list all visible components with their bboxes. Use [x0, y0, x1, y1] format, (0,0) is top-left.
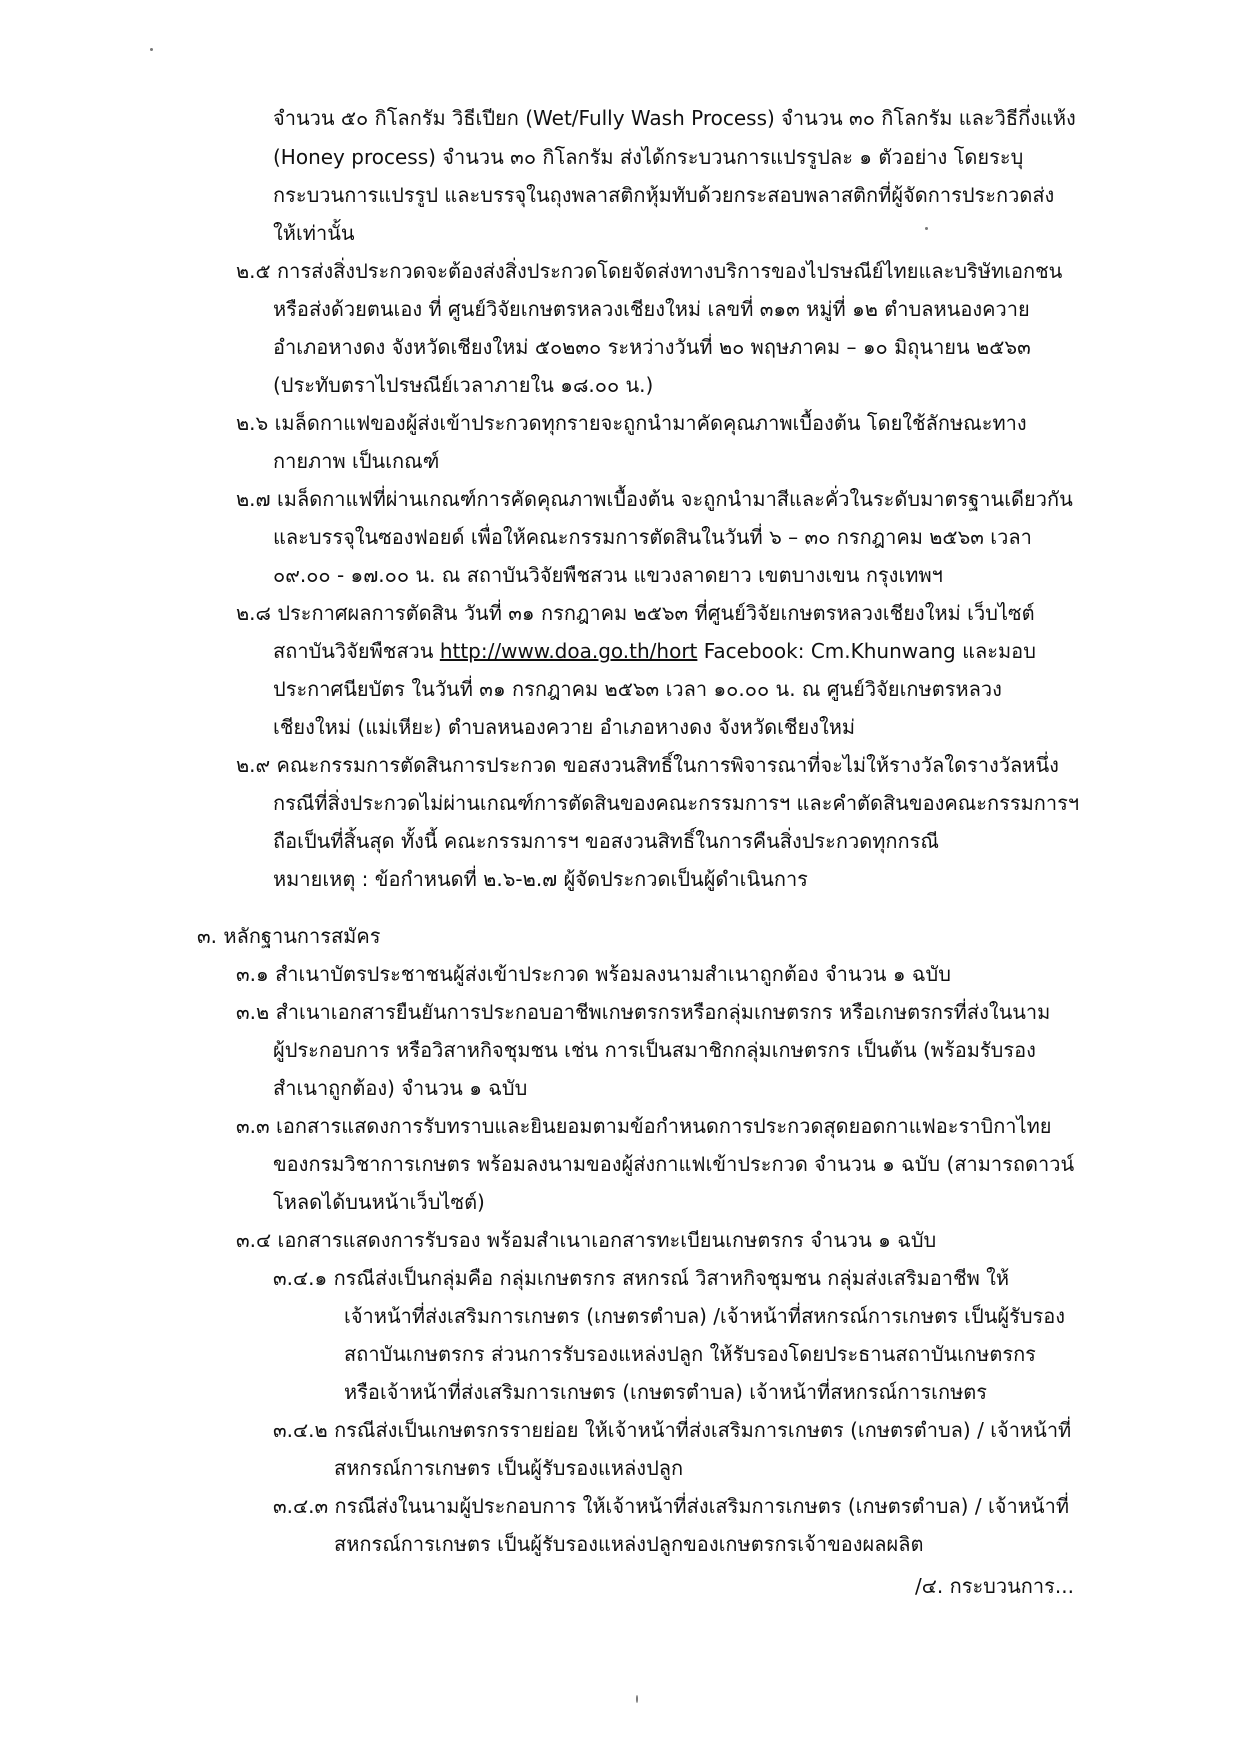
clause-3-4: ๓.๔ เอกสารแสดงการรับรอง พร้อมสำเนาเอกสารทะเบียนเกษตรกร จำนวน ๑ ฉบับ: [236, 1228, 937, 1252]
paragraph-line: จำนวน ๕๐ กิโลกรัม วิธีเปียก (Wet/Fully Wash Process) จำนวน ๓๐ กิโลกรัม และวิธีกึ่งแห้ง: [273, 106, 1076, 130]
paragraph-line: เจ้าหน้าที่ส่งเสริมการเกษตร (เกษตรตำบล) /เจ้าหน้าที่สหกรณ์การเกษตร เป็นผู้รับรอง: [344, 1304, 1066, 1328]
text-span: Facebook: Cm.Khunwang และมอบ: [697, 639, 1036, 663]
scan-speck: [150, 48, 153, 51]
paragraph-line: [273, 637, 1036, 665]
scan-speck: [636, 1695, 638, 1703]
paragraph-line: กรณีที่สิ่งประกวดไม่ผ่านเกณฑ์การตัดสินของคณะกรรมการฯ และคำตัดสินของคณะกรรมการฯ: [273, 791, 1080, 815]
clause-2-7: ๒.๗ เมล็ดกาแฟที่ผ่านเกณฑ์การคัดคุณภาพเบื้องต้น จะถูกนำมาสีและคั่วในระดับมาตรฐานเดียวกัน: [236, 487, 1073, 511]
paragraph-line: สหกรณ์การเกษตร เป็นผู้รับรองแหล่งปลูก: [334, 1456, 684, 1480]
clause-2-8: ๒.๘ ประกาศผลการตัดสิน วันที่ ๓๑ กรกฎาคม ๒๕๖๓ ที่ศูนย์วิจัยเกษตรหลวงเชียงใหม่ เว็บไซต์: [236, 601, 1035, 625]
clause-3-2: ๓.๒ สำเนาเอกสารยืนยันการประกอบอาชีพเกษตรกรหรือกลุ่มเกษตรกร หรือเกษตรกรที่ส่งในนาม: [236, 1000, 1051, 1024]
paragraph-line: ของกรมวิชาการเกษตร พร้อมลงนามของผู้ส่งกาแฟเข้าประกวด จำนวน ๑ ฉบับ (สามารถดาวน์: [273, 1152, 1075, 1176]
paragraph-line: โหลดได้บนหน้าเว็บไซต์): [273, 1190, 485, 1214]
hort-website-link[interactable]: http://www.doa.go.th/hort: [439, 639, 698, 663]
paragraph-line: ประกาศนียบัตร ในวันที่ ๓๑ กรกฎาคม ๒๕๖๓ เวลา ๑๐.๐๐ น. ณ ศูนย์วิจัยเกษตรหลวง: [273, 677, 1002, 701]
paragraph-line: ผู้ประกอบการ หรือวิสาหกิจชุมชน เช่น การเป็นสมาชิกกลุ่มเกษตรกร เป็นต้น (พร้อมรับรอง: [273, 1038, 1036, 1062]
paragraph-line: และบรรจุในซองฟอยด์ เพื่อให้คณะกรรมการตัดสินในวันที่ ๖ – ๓๐ กรกฎาคม ๒๕๖๓ เวลา: [273, 525, 1032, 549]
paragraph-line: ให้เท่านั้น: [273, 221, 355, 245]
paragraph-line: เชียงใหม่ (แม่เหียะ) ตำบลหนองควาย อำเภอหางดง จังหวัดเชียงใหม่: [273, 715, 856, 739]
continuation-footer: /๔. กระบวนการ...: [915, 1574, 1074, 1598]
clause-2-6: ๒.๖ เมล็ดกาแฟของผู้ส่งเข้าประกวดทุกรายจะถูกนำมาคัดคุณภาพเบื้องต้น โดยใช้ลักษณะทาง: [236, 411, 1027, 435]
paragraph-line: (ประทับตราไปรษณีย์เวลาภายใน ๑๘.๐๐ น.): [273, 373, 654, 397]
paragraph-line: (Honey process) จำนวน ๓๐ กิโลกรัม ส่งได้กระบวนการแปรรูปละ ๑ ตัวอย่าง โดยระบุ: [273, 145, 1024, 169]
clause-2-5: ๒.๕ การส่งสิ่งประกวดจะต้องส่งสิ่งประกวดโดยจัดส่งทางบริการของไปรษณีย์ไทยและบริษัทเอกชน: [236, 259, 1063, 283]
clause-3-4-3: ๓.๔.๓ กรณีส่งในนามผู้ประกอบการ ให้เจ้าหน้าที่ส่งเสริมการเกษตร (เกษตรตำบล) / เจ้าหน้าที่: [273, 1494, 1069, 1518]
paragraph-line: ถือเป็นที่สิ้นสุด ทั้งนี้ คณะกรรมการฯ ขอสงวนสิทธิ์ในการคืนสิ่งประกวดทุกกรณี: [273, 829, 939, 853]
paragraph-line: หรือเจ้าหน้าที่ส่งเสริมการเกษตร (เกษตรตำบล) เจ้าหน้าที่สหกรณ์การเกษตร: [344, 1380, 988, 1404]
paragraph-line: สำเนาถูกต้อง) จำนวน ๑ ฉบับ: [273, 1076, 528, 1100]
paragraph-line: กายภาพ เป็นเกณฑ์: [273, 449, 440, 473]
paragraph-line: สถาบันเกษตรกร ส่วนการรับรองแหล่งปลูก ให้รับรองโดยประธานสถาบันเกษตรกร: [344, 1342, 1036, 1366]
paragraph-line: อำเภอหางดง จังหวัดเชียงใหม่ ๕๐๒๓๐ ระหว่างวันที่ ๒๐ พฤษภาคม – ๑๐ มิถุนายน ๒๕๖๓: [273, 335, 1031, 359]
section-3-heading: ๓. หลักฐานการสมัคร: [197, 924, 381, 948]
scan-speck: [925, 227, 928, 230]
clause-3-4-2: ๓.๔.๒ กรณีส่งเป็นเกษตรกรรายย่อย ให้เจ้าหน้าที่ส่งเสริมการเกษตร (เกษตรตำบล) / เจ้าหน้าที่: [273, 1418, 1072, 1442]
paragraph-line: กระบวนการแปรรูป และบรรจุในถุงพลาสติกหุ้มทับด้วยกระสอบพลาสติกที่ผู้จัดการประกวดส่ง: [273, 183, 1055, 207]
clause-3-4-1: ๓.๔.๑ กรณีส่งเป็นกลุ่มคือ กลุ่มเกษตรกร สหกรณ์ วิสาหกิจชุมชน กลุ่มส่งเสริมอาชีพ ให้: [273, 1266, 1010, 1290]
text-span: สถาบันวิจัยพืชสวน: [273, 639, 440, 663]
remark-line: หมายเหตุ : ข้อกำหนดที่ ๒.๖-๒.๗ ผู้จัดประกวดเป็นผู้ดำเนินการ: [273, 867, 808, 891]
clause-3-1: ๓.๑ สำเนาบัตรประชาชนผู้ส่งเข้าประกวด พร้อมลงนามสำเนาถูกต้อง จำนวน ๑ ฉบับ: [236, 962, 951, 986]
paragraph-line: ๐๙.๐๐ - ๑๗.๐๐ น. ณ สถาบันวิจัยพืชสวน แขวงลาดยาว เขตบางเขน กรุงเทพฯ: [273, 563, 943, 587]
paragraph-line: หรือส่งด้วยตนเอง ที่ ศูนย์วิจัยเกษตรหลวงเชียงใหม่ เลขที่ ๓๑๓ หมู่ที่ ๑๒ ตำบลหนองควาย: [273, 297, 1030, 321]
clause-3-3: ๓.๓ เอกสารแสดงการรับทราบและยินยอมตามข้อกำหนดการประกวดสุดยอดกาแฟอะราบิกาไทย: [236, 1114, 1052, 1138]
paragraph-line: สหกรณ์การเกษตร เป็นผู้รับรองแหล่งปลูกของเกษตรกรเจ้าของผลผลิต: [334, 1532, 924, 1556]
clause-2-9: ๒.๙ คณะกรรมการตัดสินการประกวด ขอสงวนสิทธิ์ในการพิจารณาที่จะไม่ให้รางวัลใดรางวัลหนึ่ง: [236, 753, 1059, 777]
